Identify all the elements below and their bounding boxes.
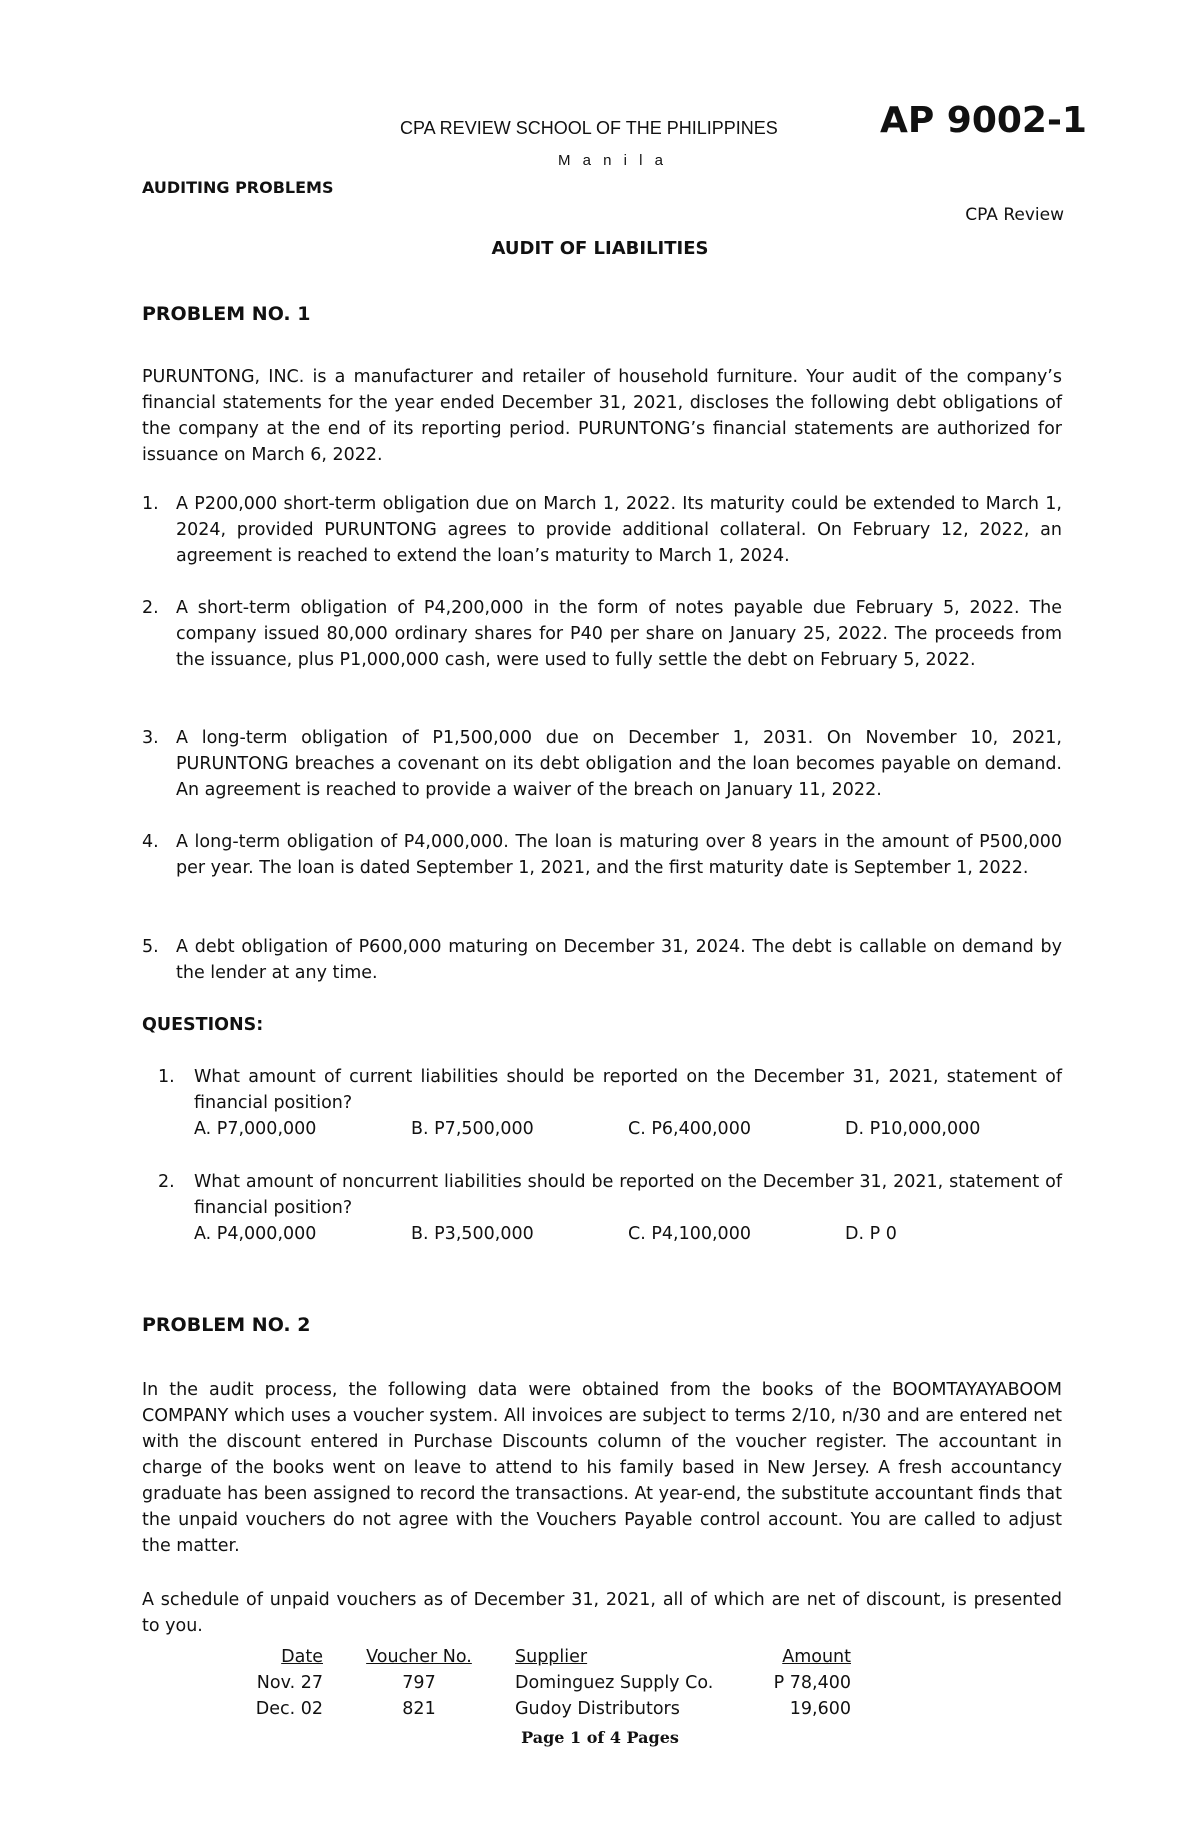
item-number: 5. — [142, 937, 159, 957]
cell-amount: 19,600 — [789, 1699, 851, 1719]
header-supplier: Supplier — [515, 1647, 588, 1667]
school-name: CPA REVIEW SCHOOL OF THE PHILIPPINES — [400, 118, 778, 138]
question-1 — [142, 1064, 1062, 1142]
choice-a: A. P4,000,000 — [194, 1224, 317, 1244]
cell-supplier: Dominguez Supply Co. — [515, 1673, 714, 1693]
cell-supplier: Gudoy Distributors — [515, 1699, 680, 1719]
cell-date: Dec. 02 — [255, 1699, 323, 1719]
city-name: M a n i l a — [558, 152, 668, 169]
unpaid-vouchers-table — [225, 1644, 869, 1722]
question-number: 1. — [158, 1067, 175, 1087]
problem1-item-5 — [142, 934, 1062, 986]
question-text: What amount of noncurrent liabilities should be reported on the December 31, 2021, statement of financial position? — [194, 1172, 1062, 1218]
document-code: AP 9002-1 — [880, 100, 1087, 141]
item-text: A short-term obligation of P4,200,000 in the form of notes payable due February 5, 2022. The company issued 80,000 ordinary shares for P40 per share on January 25, 2022. The proceeds from the issuance, plus P1,000,000 cash, were used to fully settle the debt on February 5, 2022. — [176, 598, 1062, 670]
problem1-item-4 — [142, 829, 1062, 881]
answer-choices — [194, 1116, 1062, 1142]
problem1-item-2 — [142, 595, 1062, 673]
choice-d: D. P10,000,000 — [845, 1119, 981, 1139]
question-number: 2. — [158, 1172, 175, 1192]
problem2-intro: In the audit process, the following data were obtained from the books of the BOOMTAYAYABOOM COMPANY which uses a voucher system. All invoices are subject to terms 2/10, n/30 and are entered net with the discount entered in Purchase Discounts column of the voucher register. The accountant in charge of the books went on leave to attend to his family based in New Jersey. A fresh accountancy graduate has been assigned to record the transactions. At year-end, the substitute accountant finds that the unpaid vouchers do not agree with the Vouchers Payable control account. You are called to adjust the matter. — [142, 1380, 1062, 1556]
choice-c: C. P4,100,000 — [628, 1224, 751, 1244]
problem1-intro: PURUNTONG, INC. is a manufacturer and retailer of household furniture. Your audit of the company’s financial statements for the year ended December 31, 2021, discloses the following debt obligations of the company at the end of its reporting period. PURUNTONG’s financial statements are authorized for issuance on March 6, 2022. — [142, 367, 1062, 465]
choice-c: C. P6,400,000 — [628, 1119, 751, 1139]
page-title: AUDIT OF LIABILITIES — [491, 238, 709, 259]
item-number: 3. — [142, 728, 159, 748]
subject-label: AUDITING PROBLEMS — [142, 178, 334, 197]
problem1-heading: PROBLEM NO. 1 — [142, 303, 311, 325]
cell-voucher-no: 797 — [402, 1673, 436, 1693]
problem1-item-1 — [142, 491, 1062, 569]
questions-heading: QUESTIONS: — [142, 1015, 264, 1035]
review-label: CPA Review — [965, 205, 1064, 225]
item-text: A P200,000 short-term obligation due on March 1, 2022. Its maturity could be extended to March 1, 2024, provided PURUNTONG agrees to provide additional collateral. On February 12, 2022, an agreement is reached to extend the loan’s maturity to March 1, 2024. — [176, 494, 1062, 566]
table-row — [225, 1696, 869, 1722]
header-voucher-no: Voucher No. — [366, 1647, 472, 1667]
table-header-row — [225, 1644, 869, 1670]
question-text: What amount of current liabilities should be reported on the December 31, 2021, statement of financial position? — [194, 1067, 1062, 1113]
schedule-intro: A schedule of unpaid vouchers as of December 31, 2021, all of which are net of discount, is presented to you. — [142, 1590, 1062, 1636]
header-date: Date — [281, 1647, 323, 1667]
answer-choices — [194, 1221, 1062, 1247]
choice-b: B. P3,500,000 — [411, 1224, 534, 1244]
item-text: A long-term obligation of P4,000,000. The loan is maturing over 8 years in the amount of P500,000 per year. The loan is dated September 1, 2021, and the first maturity date is September 1, 2022. — [176, 832, 1062, 878]
problem1-item-3 — [142, 725, 1062, 803]
item-number: 2. — [142, 598, 159, 618]
question-2 — [142, 1169, 1062, 1247]
table-row — [225, 1670, 869, 1696]
page-footer: Page 1 of 4 Pages — [521, 1728, 679, 1747]
choice-a: A. P7,000,000 — [194, 1119, 317, 1139]
header-amount: Amount — [782, 1647, 851, 1667]
cell-date: Nov. 27 — [256, 1673, 323, 1693]
cell-voucher-no: 821 — [402, 1699, 436, 1719]
item-number: 4. — [142, 832, 159, 852]
problem2-heading: PROBLEM NO. 2 — [142, 1314, 311, 1336]
item-number: 1. — [142, 494, 159, 514]
item-text: A debt obligation of P600,000 maturing on December 31, 2024. The debt is callable on demand by the lender at any time. — [176, 937, 1062, 983]
item-text: A long-term obligation of P1,500,000 due on December 1, 2031. On November 10, 2021, PURUNTONG breaches a covenant on its debt obligation and the loan becomes payable on demand. An agreement is reached to provide a waiver of the breach on January 11, 2022. — [176, 728, 1062, 800]
choice-b: B. P7,500,000 — [411, 1119, 534, 1139]
cell-amount: P 78,400 — [773, 1673, 851, 1693]
choice-d: D. P 0 — [845, 1224, 897, 1244]
